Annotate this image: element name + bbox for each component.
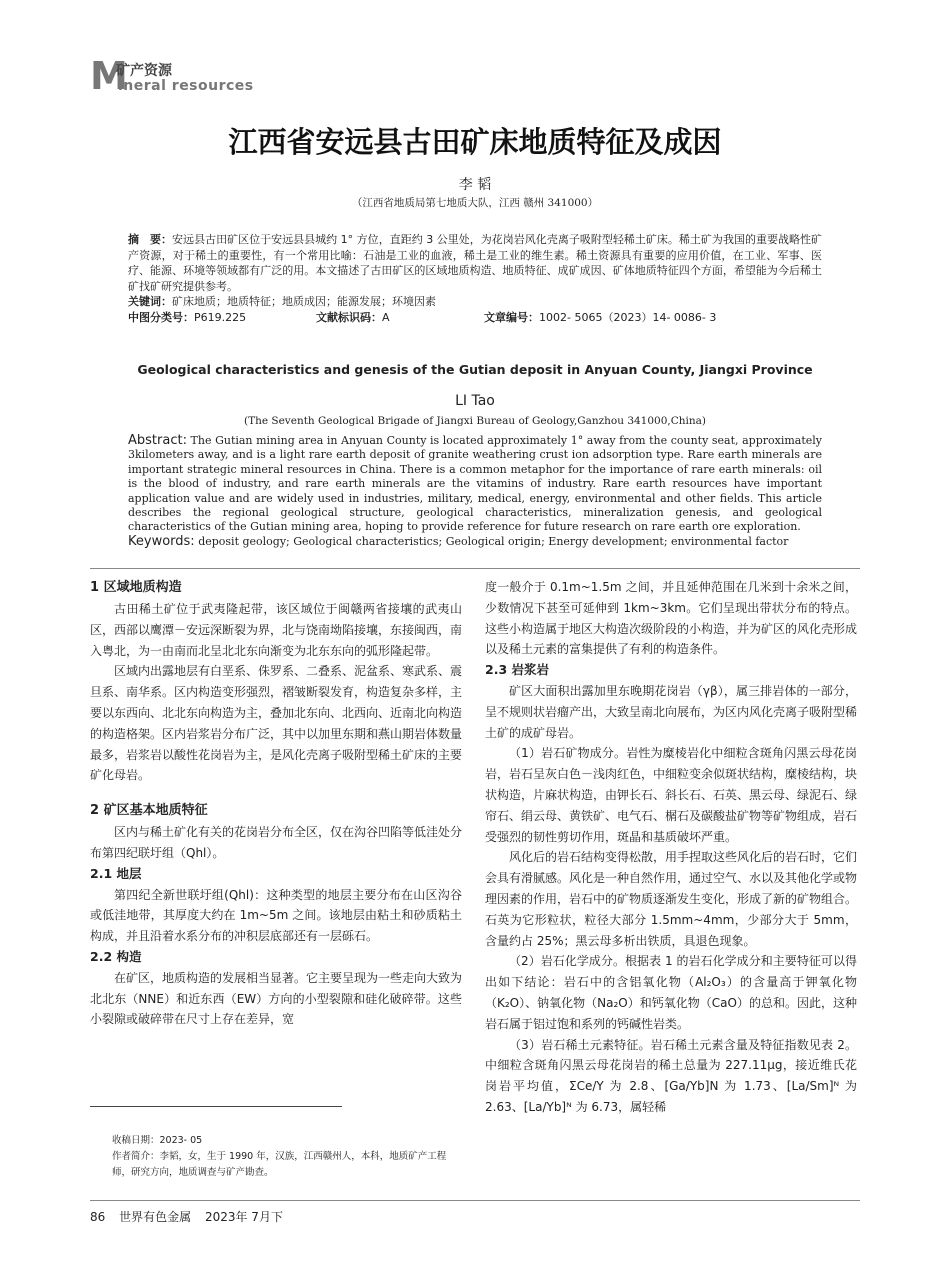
chinese-abstract: 摘 要：安远县古田矿区位于安远县县城约 1° 方位，直距约 3 公里处，为花岗岩风化壳离子吸附型轻稀土矿床。稀土矿为我国的重要战略性矿产资源，对于稀土的重要性，有一个常用比喻：石油是工业的血液，稀土是工业的维生素。稀土资源具有重要的应用价值，在工业、军事、医疗、能源、环境等领域都有广泛的用。本文描述了古田矿区的区域地质构造、地质特征、成矿成因、矿体地质特征四个方面，希望能为今后稀土矿找矿研究提供参考。 <box>128 233 823 293</box>
classification-row <box>128 310 822 326</box>
right-column <box>485 577 857 1118</box>
paragraph: 风化后的岩石结构变得松散，用手捏取这些风化后的岩石时，它们会具有滑腻感。风化是一种自然作用，通过空气、水以及其他化学或物理因素的作用，岩石中的矿物质逐渐发生变化，形成了新的矿物组合。石英为它形粒状，粒径大部分 1.5mm~4mm，少部分大于 5mm，含量约占 25%；黑云母多析出铁质，具退色现象。 <box>485 850 858 948</box>
section-2-3-heading: 2.3 岩浆岩 <box>485 662 549 678</box>
document-code: 文献标识码：A <box>316 310 390 324</box>
english-abstract: Abstract: The Gutian mining area in Anyuan County is located approximately 1° away from the county seat, approximately 3kilometers away, and is a light rare earth deposit of granite weathering crust ion adsorption type. Rare earth minerals are important strategic mineral resources in China. There is a common metaphor for the importance of rare earth minerals: oil is the blood of industry, and rare earth minerals are the vitamins of industry. Rare earth resources have important application value and are widely used in industries, military, medical, energy, environmental and other fields. This article describes the regional geological structure, geological characteristics, mineralization genesis, and geological characteristics of the Gutian mining area, hoping to provide reference for future research on rare earth ore exploration. <box>128 433 822 534</box>
page-number: 86 <box>90 1210 106 1224</box>
paragraph: 矿区大面积出露加里东晚期花岗岩（γβ），属三排岩体的一部分，呈不规则状岩瘤产出，大致呈南北向展布，为区内风化壳离子吸附型稀土矿的成矿母岩。 <box>485 683 858 740</box>
paragraph: （2）岩石化学成分。根据表 1 的岩石化学成分和主要特征可以得出如下结论：岩石中的含铝氧化物（Al₂O₃）的含量高于钾氧化物（K₂O）、钠氧化物（Na₂O）和钙氧化物（CaO）的总和。因此，这种岩石属于铝过饱和系列的钙碱性岩类。 <box>485 954 857 1031</box>
paragraph: 第四纪全新世联圩组(Qhl)：这种类型的地层主要分布在山区沟谷或低洼地带，其厚度大约在 1m~5m 之间。该地层由粘土和砂质粘土构成，并且沿着水系分布的冲积层底部还有一层砾石。 <box>90 887 462 944</box>
author-bio: 作者简介：李韬，女，生于 1990 年，汉族，江西赣州人，本科，地质矿产工程师，研究方向，地质调查与矿产勘查。 <box>112 1151 447 1178</box>
logo-letter: M <box>90 54 128 98</box>
footnote <box>112 1133 462 1181</box>
logo-column-en: ineral resources <box>118 78 254 94</box>
received-date: 收稿日期：2023- 05 <box>112 1135 203 1146</box>
footnote-divider <box>90 1106 342 1107</box>
left-column <box>90 577 462 1030</box>
paper-title: 江西省安远县古田矿床地质特征及成因 <box>228 125 722 159</box>
section-2-2-heading: 2.2 构造 <box>90 948 142 964</box>
paragraph: 古田稀土矿位于武夷隆起带，该区域位于闽赣两省接壤的武夷山区，西部以鹰潭－安远深断裂为界，北与饶南坳陷接壤，东接闽西，南入粤北，为一由南而北呈北北东向渐变为北东东向的弧形隆起带。 <box>90 602 463 658</box>
journal-name: 世界有色金属 <box>119 1210 192 1224</box>
paragraph: 区域内出露地层有白垩系、侏罗系、二叠系、泥盆系、寒武系、震旦系、南华系。区内构造变形强烈，褶皱断裂发育，构造复杂多样，主要以东西向、北北东向构造为主，叠加北东向、北西向、近南北向构造的构造格架。区内岩浆岩分布广泛，其中以加里东期和燕山期岩体数量最多，岩浆岩以酸性花岗岩为主，是风化壳离子吸附型稀土矿床的主要矿化母岩。 <box>90 664 463 783</box>
article-number: 文章编号：1002- 5065（2023）14- 0086- 3 <box>484 310 717 324</box>
footer-divider <box>90 1200 860 1201</box>
paragraph: （1）岩石矿物成分。岩性为糜棱岩化中细粒含斑角闪黑云母花岗岩，岩石呈灰白色－浅肉红色，中细粒变余似斑状结构，糜棱结构，块状构造，片麻状构造，由钾长石、斜长石、石英、黑云母、绿泥石、绿帘石、绢云母、黄铁矿、电气石、榍石及碳酸盐矿物等矿物组成，岩石受强烈的韧性剪切作用，斑晶和基质破坏严重。 <box>485 746 858 844</box>
chinese-abstract-block <box>128 232 822 326</box>
chinese-keywords: 关键词：矿床地质；地质特征；地质成因；能源发展；环境因素 <box>128 295 436 309</box>
section-2-heading: 2 矿区基本地质特征 <box>90 803 208 819</box>
english-title: Geological characteristics and genesis of the Gutian deposit in Anyuan County, Jiangxi Province <box>137 362 813 377</box>
author-affiliation: （江西省地质局第七地质大队，江西 赣州 341000） <box>351 197 599 209</box>
journal-logo <box>90 54 290 98</box>
author-name: 李 韬 <box>458 177 492 193</box>
paragraph: 区内与稀土矿化有关的花岗岩分布全区，仅在沟谷凹陷等低洼处分布第四纪联圩组（Qhl）。 <box>90 825 463 860</box>
clc-number: 中图分类号：P619.225 <box>128 310 247 324</box>
english-abstract-block <box>128 434 822 549</box>
section-1-heading: 1 区域地质构造 <box>90 580 182 595</box>
paragraph: 度一般介于 0.1m~1.5m 之间，并且延伸范围在几米到十余米之间，少数情况下甚至可延伸到 1km~3km。它们呈现出带状分布的特点。这些小构造属于地区大构造次级阶段的小构造，并为矿区的风化壳形成以及稀土元素的富集提供了有利的构造条件。 <box>485 580 858 657</box>
logo-column-cn: 矿产资源 <box>116 63 172 79</box>
english-affiliation: (The Seventh Geological Brigade of Jiangxi Bureau of Geology,Ganzhou 341000,China) <box>243 415 707 427</box>
paragraph: （3）岩石稀土元素特征。岩石稀土元素含量及特征指数见表 2。中细粒含斑角闪黑云母花岗岩的稀土总量为 227.11μg，接近维氏花岗岩平均值，ΣCe/Y 为 2.8、[Ga/Yb]N 为 1.73、[La/Sm]ᴺ 为 2.63、[La/Yb]ᴺ 为 6.73，属轻稀 <box>485 1037 857 1114</box>
paragraph: 在矿区，地质构造的发展相当显著。它主要呈现为一些走向大致为北北东（NNE）和近东西（EW）方向的小型裂隙和硅化破碎带。这些小裂隙或破碎带在尺寸上存在差异，宽 <box>90 970 463 1027</box>
english-keywords: Keywords: deposit geology; Geological characteristics; Geological origin; Energy development; environmental factor <box>128 533 789 549</box>
page-footer <box>90 1208 293 1225</box>
section-divider <box>90 568 860 569</box>
section-2-1-heading: 2.1 地层 <box>90 865 142 881</box>
english-author: LI Tao <box>455 393 495 409</box>
issue-date: 2023年 7月下 <box>204 1210 283 1224</box>
